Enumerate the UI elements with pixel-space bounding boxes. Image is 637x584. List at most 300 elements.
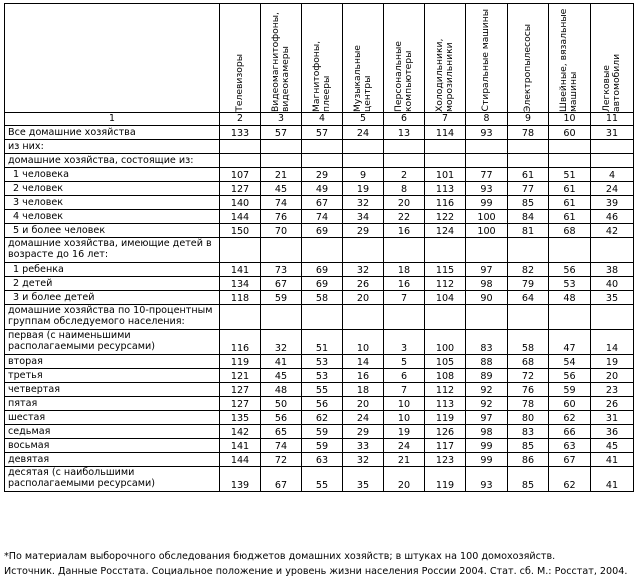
- value-cell: 93: [466, 467, 508, 492]
- value-cell: 69: [302, 277, 343, 291]
- row-label: шестая: [5, 411, 220, 425]
- value-cell: 107: [220, 168, 261, 182]
- value-cell: 113: [425, 397, 466, 411]
- row-label: домашние хозяйства, состоящие из:: [5, 154, 220, 168]
- value-cell: 121: [220, 369, 261, 383]
- table-row: [5, 224, 634, 238]
- value-cell: 105: [425, 355, 466, 369]
- value-cell: 7: [384, 291, 425, 305]
- value-cell: [549, 238, 591, 263]
- value-cell: [343, 305, 384, 330]
- value-cell: 8: [384, 182, 425, 196]
- row-label: домашние хозяйства, имеющие детей в возрасте до 16 лет:: [5, 238, 220, 263]
- value-cell: 24: [343, 126, 384, 140]
- value-cell: [220, 305, 261, 330]
- value-cell: 57: [302, 126, 343, 140]
- value-cell: 92: [466, 383, 508, 397]
- column-header-refrigerators: Холодильники, морозильники: [425, 4, 466, 113]
- value-cell: 9: [343, 168, 384, 182]
- value-cell: 112: [425, 383, 466, 397]
- value-cell: 35: [343, 467, 384, 492]
- value-cell: 63: [302, 453, 343, 467]
- value-cell: 22: [384, 210, 425, 224]
- value-cell: 51: [302, 330, 343, 355]
- value-cell: [220, 238, 261, 263]
- value-cell: 45: [261, 369, 302, 383]
- value-cell: 24: [384, 439, 425, 453]
- value-cell: [549, 140, 591, 154]
- value-cell: 85: [508, 467, 549, 492]
- value-cell: 85: [508, 439, 549, 453]
- value-cell: 41: [591, 467, 634, 492]
- value-cell: [384, 305, 425, 330]
- value-cell: 45: [261, 182, 302, 196]
- value-cell: 31: [591, 126, 634, 140]
- column-header-tape-players: Магнитофоны, плееры: [302, 4, 343, 113]
- value-cell: [261, 238, 302, 263]
- row-label: седьмая: [5, 425, 220, 439]
- column-number-row: [5, 113, 634, 126]
- value-cell: 86: [508, 453, 549, 467]
- row-label: девятая: [5, 453, 220, 467]
- value-cell: 14: [343, 355, 384, 369]
- value-cell: 98: [466, 277, 508, 291]
- value-cell: 7: [384, 383, 425, 397]
- column-header-music-centers: Музыкальные центры: [343, 4, 384, 113]
- value-cell: 141: [220, 263, 261, 277]
- value-cell: [261, 154, 302, 168]
- value-cell: 20: [384, 467, 425, 492]
- household-durables-table: [4, 3, 634, 492]
- value-cell: 116: [220, 330, 261, 355]
- row-label: четвертая: [5, 383, 220, 397]
- table-row: [5, 291, 634, 305]
- value-cell: 122: [425, 210, 466, 224]
- value-cell: 10: [384, 397, 425, 411]
- value-cell: 3: [384, 330, 425, 355]
- value-cell: [466, 305, 508, 330]
- value-cell: [425, 140, 466, 154]
- table-row: [5, 238, 634, 263]
- value-cell: 144: [220, 453, 261, 467]
- value-cell: 76: [261, 210, 302, 224]
- value-cell: [384, 140, 425, 154]
- value-cell: 66: [549, 425, 591, 439]
- header-corner-cell: [5, 4, 220, 113]
- value-cell: 89: [466, 369, 508, 383]
- value-cell: [302, 238, 343, 263]
- value-cell: 24: [591, 182, 634, 196]
- value-cell: [384, 238, 425, 263]
- row-label: 3 и более детей: [5, 291, 220, 305]
- row-label: 1 человека: [5, 168, 220, 182]
- column-header-cars: Легковые автомобили: [591, 4, 634, 113]
- value-cell: 19: [343, 182, 384, 196]
- row-label: десятая (с наибольшими располагаемыми ресурсами): [5, 467, 220, 492]
- table-row: [5, 196, 634, 210]
- value-cell: 124: [425, 224, 466, 238]
- value-cell: 62: [549, 411, 591, 425]
- value-cell: 13: [384, 126, 425, 140]
- value-cell: 32: [343, 196, 384, 210]
- value-cell: 18: [384, 263, 425, 277]
- column-number: 1: [5, 113, 220, 126]
- value-cell: 93: [466, 126, 508, 140]
- value-cell: 134: [220, 277, 261, 291]
- value-cell: 100: [466, 224, 508, 238]
- value-cell: 85: [508, 196, 549, 210]
- table-row: [5, 305, 634, 330]
- value-cell: 31: [591, 411, 634, 425]
- value-cell: 88: [466, 355, 508, 369]
- value-cell: 23: [591, 383, 634, 397]
- value-cell: 92: [466, 397, 508, 411]
- value-cell: 117: [425, 439, 466, 453]
- row-label: восьмая: [5, 439, 220, 453]
- value-cell: 39: [591, 196, 634, 210]
- table-row: [5, 467, 634, 492]
- column-header-tv: Телевизоры: [220, 4, 261, 113]
- value-cell: 29: [343, 224, 384, 238]
- row-label: третья: [5, 369, 220, 383]
- value-cell: 36: [591, 425, 634, 439]
- value-cell: [261, 305, 302, 330]
- value-cell: 46: [591, 210, 634, 224]
- value-cell: 150: [220, 224, 261, 238]
- row-label: 5 и более человек: [5, 224, 220, 238]
- value-cell: 76: [508, 383, 549, 397]
- column-number: 3: [261, 113, 302, 126]
- value-cell: 58: [508, 330, 549, 355]
- value-cell: 20: [384, 196, 425, 210]
- value-cell: 14: [591, 330, 634, 355]
- column-header-computers: Персональные компьютеры: [384, 4, 425, 113]
- column-number: 8: [466, 113, 508, 126]
- value-cell: 84: [508, 210, 549, 224]
- value-cell: 10: [343, 330, 384, 355]
- table-row: [5, 210, 634, 224]
- value-cell: 93: [466, 182, 508, 196]
- value-cell: [591, 140, 634, 154]
- value-cell: [425, 305, 466, 330]
- value-cell: 142: [220, 425, 261, 439]
- value-cell: 55: [302, 467, 343, 492]
- row-label: 3 человек: [5, 196, 220, 210]
- value-cell: 41: [261, 355, 302, 369]
- value-cell: 50: [261, 397, 302, 411]
- table-row: [5, 140, 634, 154]
- value-cell: 100: [425, 330, 466, 355]
- value-cell: 18: [343, 383, 384, 397]
- value-cell: 16: [384, 224, 425, 238]
- value-cell: 26: [591, 397, 634, 411]
- table-row: [5, 425, 634, 439]
- value-cell: [508, 305, 549, 330]
- value-cell: 140: [220, 196, 261, 210]
- column-header-sewing-machines: Швейные, вязальные машины: [549, 4, 591, 113]
- table-row: [5, 182, 634, 196]
- value-cell: 21: [384, 453, 425, 467]
- value-cell: 34: [343, 210, 384, 224]
- value-cell: 2: [384, 168, 425, 182]
- value-cell: 67: [302, 196, 343, 210]
- value-cell: [343, 154, 384, 168]
- value-cell: 56: [261, 411, 302, 425]
- value-cell: 61: [549, 182, 591, 196]
- value-cell: 33: [343, 439, 384, 453]
- table-row: [5, 263, 634, 277]
- value-cell: [466, 238, 508, 263]
- value-cell: 29: [343, 425, 384, 439]
- value-cell: 99: [466, 453, 508, 467]
- value-cell: 65: [261, 425, 302, 439]
- value-cell: 74: [261, 196, 302, 210]
- value-cell: 127: [220, 383, 261, 397]
- row-label: вторая: [5, 355, 220, 369]
- value-cell: 97: [466, 263, 508, 277]
- table-row: [5, 277, 634, 291]
- row-label: пятая: [5, 397, 220, 411]
- value-cell: 127: [220, 182, 261, 196]
- value-cell: 68: [508, 355, 549, 369]
- value-cell: 59: [261, 291, 302, 305]
- row-label: 2 человек: [5, 182, 220, 196]
- value-cell: 99: [466, 439, 508, 453]
- value-cell: 51: [549, 168, 591, 182]
- value-cell: 79: [508, 277, 549, 291]
- value-cell: 40: [591, 277, 634, 291]
- value-cell: [425, 238, 466, 263]
- footnote: *По материалам выборочного обследования бюджетов домашних хозяйств; в штуках на 100 домохозяйств.: [4, 551, 556, 562]
- column-header-washing-machines: Стиральные машины: [466, 4, 508, 113]
- value-cell: 67: [261, 277, 302, 291]
- value-cell: 61: [508, 168, 549, 182]
- value-cell: [508, 238, 549, 263]
- value-cell: 5: [384, 355, 425, 369]
- value-cell: 116: [425, 196, 466, 210]
- value-cell: 73: [261, 263, 302, 277]
- value-cell: 78: [508, 126, 549, 140]
- row-label: 1 ребенка: [5, 263, 220, 277]
- value-cell: 59: [302, 425, 343, 439]
- value-cell: [302, 305, 343, 330]
- value-cell: 20: [343, 291, 384, 305]
- value-cell: 19: [591, 355, 634, 369]
- value-cell: 6: [384, 369, 425, 383]
- value-cell: 42: [591, 224, 634, 238]
- value-cell: 35: [591, 291, 634, 305]
- value-cell: 16: [343, 369, 384, 383]
- value-cell: 115: [425, 263, 466, 277]
- value-cell: [508, 154, 549, 168]
- value-cell: 24: [343, 411, 384, 425]
- value-cell: 113: [425, 182, 466, 196]
- value-cell: 4: [591, 168, 634, 182]
- value-cell: 119: [425, 411, 466, 425]
- value-cell: 135: [220, 411, 261, 425]
- column-number: 4: [302, 113, 343, 126]
- column-number: 10: [549, 113, 591, 126]
- table-row: [5, 369, 634, 383]
- value-cell: 77: [466, 168, 508, 182]
- value-cell: 62: [549, 467, 591, 492]
- value-cell: 53: [549, 277, 591, 291]
- table-row: [5, 330, 634, 355]
- value-cell: 26: [343, 277, 384, 291]
- value-cell: 53: [302, 355, 343, 369]
- value-cell: 72: [261, 453, 302, 467]
- table-body: [5, 126, 634, 492]
- value-cell: 16: [384, 277, 425, 291]
- value-cell: 74: [261, 439, 302, 453]
- table-row: [5, 411, 634, 425]
- value-cell: [591, 305, 634, 330]
- value-cell: 53: [302, 369, 343, 383]
- value-cell: 70: [261, 224, 302, 238]
- value-cell: 58: [302, 291, 343, 305]
- row-label: 4 человек: [5, 210, 220, 224]
- value-cell: 123: [425, 453, 466, 467]
- value-cell: 127: [220, 397, 261, 411]
- row-label: из них:: [5, 140, 220, 154]
- source-note: Источник. Данные Росстата. Социальное положение и уровень жизни населения России 2004. Стат. сб. М.: Росстат, 2004.: [4, 566, 628, 577]
- column-number: 2: [220, 113, 261, 126]
- value-cell: 108: [425, 369, 466, 383]
- value-cell: 47: [549, 330, 591, 355]
- row-label: первая (с наименьшими располагаемыми ресурсами): [5, 330, 220, 355]
- value-cell: [261, 140, 302, 154]
- value-cell: [549, 305, 591, 330]
- value-cell: [220, 140, 261, 154]
- value-cell: 45: [591, 439, 634, 453]
- value-cell: 59: [549, 383, 591, 397]
- value-cell: 10: [384, 411, 425, 425]
- value-cell: 139: [220, 467, 261, 492]
- value-cell: 118: [220, 291, 261, 305]
- value-cell: 78: [508, 397, 549, 411]
- value-cell: 56: [302, 397, 343, 411]
- table-row: [5, 453, 634, 467]
- value-cell: 29: [302, 168, 343, 182]
- value-cell: [591, 154, 634, 168]
- value-cell: 99: [466, 196, 508, 210]
- value-cell: 57: [261, 126, 302, 140]
- value-cell: 62: [302, 411, 343, 425]
- value-cell: 20: [343, 397, 384, 411]
- column-header-vacuum-cleaners: Электропылесосы: [508, 4, 549, 113]
- value-cell: 141: [220, 439, 261, 453]
- header-row: [5, 4, 634, 113]
- column-header-video: Видеомагнитофоны, видеокамеры: [261, 4, 302, 113]
- value-cell: 144: [220, 210, 261, 224]
- column-number: 7: [425, 113, 466, 126]
- value-cell: 61: [549, 196, 591, 210]
- value-cell: 21: [261, 168, 302, 182]
- table-row: [5, 168, 634, 182]
- value-cell: 119: [425, 467, 466, 492]
- value-cell: 119: [220, 355, 261, 369]
- value-cell: 133: [220, 126, 261, 140]
- value-cell: [466, 140, 508, 154]
- notes: [4, 549, 627, 579]
- value-cell: 74: [302, 210, 343, 224]
- value-cell: [549, 154, 591, 168]
- value-cell: 67: [549, 453, 591, 467]
- value-cell: [384, 154, 425, 168]
- value-cell: 56: [549, 369, 591, 383]
- value-cell: 48: [261, 383, 302, 397]
- value-cell: 56: [549, 263, 591, 277]
- value-cell: 54: [549, 355, 591, 369]
- value-cell: 101: [425, 168, 466, 182]
- value-cell: [508, 140, 549, 154]
- value-cell: 49: [302, 182, 343, 196]
- value-cell: 80: [508, 411, 549, 425]
- column-number: 5: [343, 113, 384, 126]
- value-cell: 41: [591, 453, 634, 467]
- value-cell: 20: [591, 369, 634, 383]
- value-cell: 97: [466, 411, 508, 425]
- value-cell: 63: [549, 439, 591, 453]
- value-cell: [302, 140, 343, 154]
- value-cell: 61: [549, 210, 591, 224]
- value-cell: 83: [508, 425, 549, 439]
- value-cell: 69: [302, 263, 343, 277]
- column-number: 6: [384, 113, 425, 126]
- value-cell: 67: [261, 467, 302, 492]
- table-row: [5, 383, 634, 397]
- value-cell: 68: [549, 224, 591, 238]
- value-cell: 38: [591, 263, 634, 277]
- value-cell: 114: [425, 126, 466, 140]
- value-cell: 32: [261, 330, 302, 355]
- column-number: 9: [508, 113, 549, 126]
- value-cell: 82: [508, 263, 549, 277]
- value-cell: 72: [508, 369, 549, 383]
- value-cell: 60: [549, 126, 591, 140]
- table-row: [5, 355, 634, 369]
- value-cell: [343, 140, 384, 154]
- value-cell: 55: [302, 383, 343, 397]
- column-number: 11: [591, 113, 634, 126]
- value-cell: 69: [302, 224, 343, 238]
- value-cell: 126: [425, 425, 466, 439]
- value-cell: 81: [508, 224, 549, 238]
- table-row: [5, 126, 634, 140]
- value-cell: 100: [466, 210, 508, 224]
- table-row: [5, 397, 634, 411]
- value-cell: [466, 154, 508, 168]
- value-cell: 59: [302, 439, 343, 453]
- value-cell: 77: [508, 182, 549, 196]
- table-row: [5, 154, 634, 168]
- row-label: домашние хозяйства по 10-процентным группам обследуемого населения:: [5, 305, 220, 330]
- value-cell: 60: [549, 397, 591, 411]
- value-cell: 64: [508, 291, 549, 305]
- value-cell: 32: [343, 453, 384, 467]
- row-label: 2 детей: [5, 277, 220, 291]
- value-cell: 90: [466, 291, 508, 305]
- table-row: [5, 439, 634, 453]
- value-cell: 32: [343, 263, 384, 277]
- value-cell: [220, 154, 261, 168]
- value-cell: [591, 238, 634, 263]
- value-cell: 19: [384, 425, 425, 439]
- value-cell: 83: [466, 330, 508, 355]
- value-cell: 48: [549, 291, 591, 305]
- value-cell: [425, 154, 466, 168]
- value-cell: 104: [425, 291, 466, 305]
